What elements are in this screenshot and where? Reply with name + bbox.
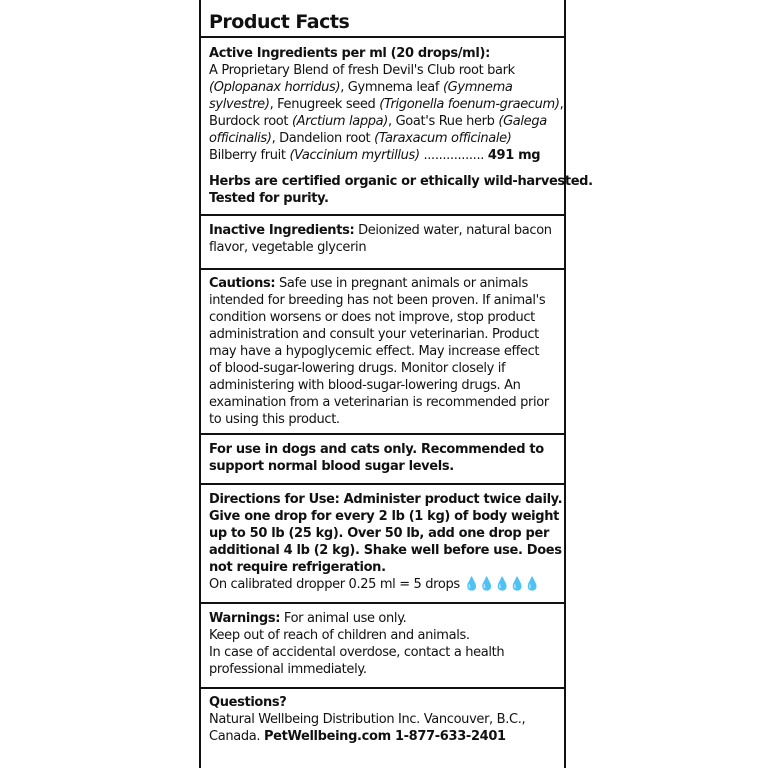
ingredient-amount-line: Bilberry fruit (Vaccinium myrtillus) ................ 491 mg [209,148,541,163]
contact-line: Canada. PetWellbeing.com 1-877-633-2401 [209,729,506,744]
active-ingredients-section [209,38,593,207]
purity-note: Tested for purity. [209,191,329,206]
panel-title: Product Facts [209,11,350,33]
species-use-section: For use in dogs and cats only. Recommended to support normal blood sugar levels. [209,442,544,474]
water-drop-icon: 💧💧💧💧💧 [463,577,540,592]
ingredient-line: (Oplopanax horridus), Gymnema leaf (Gymnema [209,80,513,95]
ingredient-line: A Proprietary Blend of fresh Devil's Club root bark [209,63,515,78]
amount-value: 491 mg [487,148,541,163]
active-ingredients-heading: Active Ingredients per ml (20 drops/ml): [209,46,490,61]
directions-section: Directions for Use: Administer product twice daily. Give one drop for every 2 lb (1 kg) of body weight up to 50 lb (25 kg). Over 50 lb, add one drop per additional 4 lb (2 kg). Shake well before use. Does not require refrigeration. On calibrated dropper 0.25 ml = 5 drops 💧💧💧💧💧 [209,492,563,592]
contact-website-phone: PetWellbeing.com 1-877-633-2401 [263,729,506,744]
cautions-section: Cautions: Safe use in pregnant animals or animals intended for breeding has not been proven. If animal's condition worsens or does not improve, stop product administration and consult your veterinarian. Product may have a hypoglycemic effect. May increase effect of blood-sugar-lowering drugs. Monitor closely if administering with blood-sugar-lowering drugs. An examination from a veterinarian is recommended prior to using this product. [209,276,549,427]
inactive-ingredients-section: Inactive Ingredients: Deionized water, natural bacon flavor, vegetable glycerin [209,223,552,255]
warnings-label: Warnings: [209,611,281,626]
ingredient-line: Burdock root (Arctium lappa), Goat's Rue herb (Galega [209,114,547,129]
cautions-label: Cautions: [209,276,276,291]
questions-label: Questions? [209,695,287,710]
product-facts-panel [199,0,593,768]
organic-note: Herbs are certified organic or ethically wild-harvested. [209,174,593,189]
warnings-section: Warnings: For animal use only. Keep out of reach of children and animals. In case of accidental overdose, contact a health professional immediately. [209,611,505,677]
inactive-label: Inactive Ingredients: [209,223,355,238]
ingredient-line: sylvestre), Fenugreek seed (Trigonella foenum-graecum), [209,97,564,112]
questions-section: Questions? Natural Wellbeing Distribution Inc. Vancouver, B.C., Canada. PetWellbeing.com 1-877-633-2401 [209,689,556,745]
dropper-line: On calibrated dropper 0.25 ml = 5 drops 💧💧💧💧💧 [209,577,540,592]
ingredient-line: officinalis), Dandelion root (Taraxacum officinale) [209,131,512,146]
